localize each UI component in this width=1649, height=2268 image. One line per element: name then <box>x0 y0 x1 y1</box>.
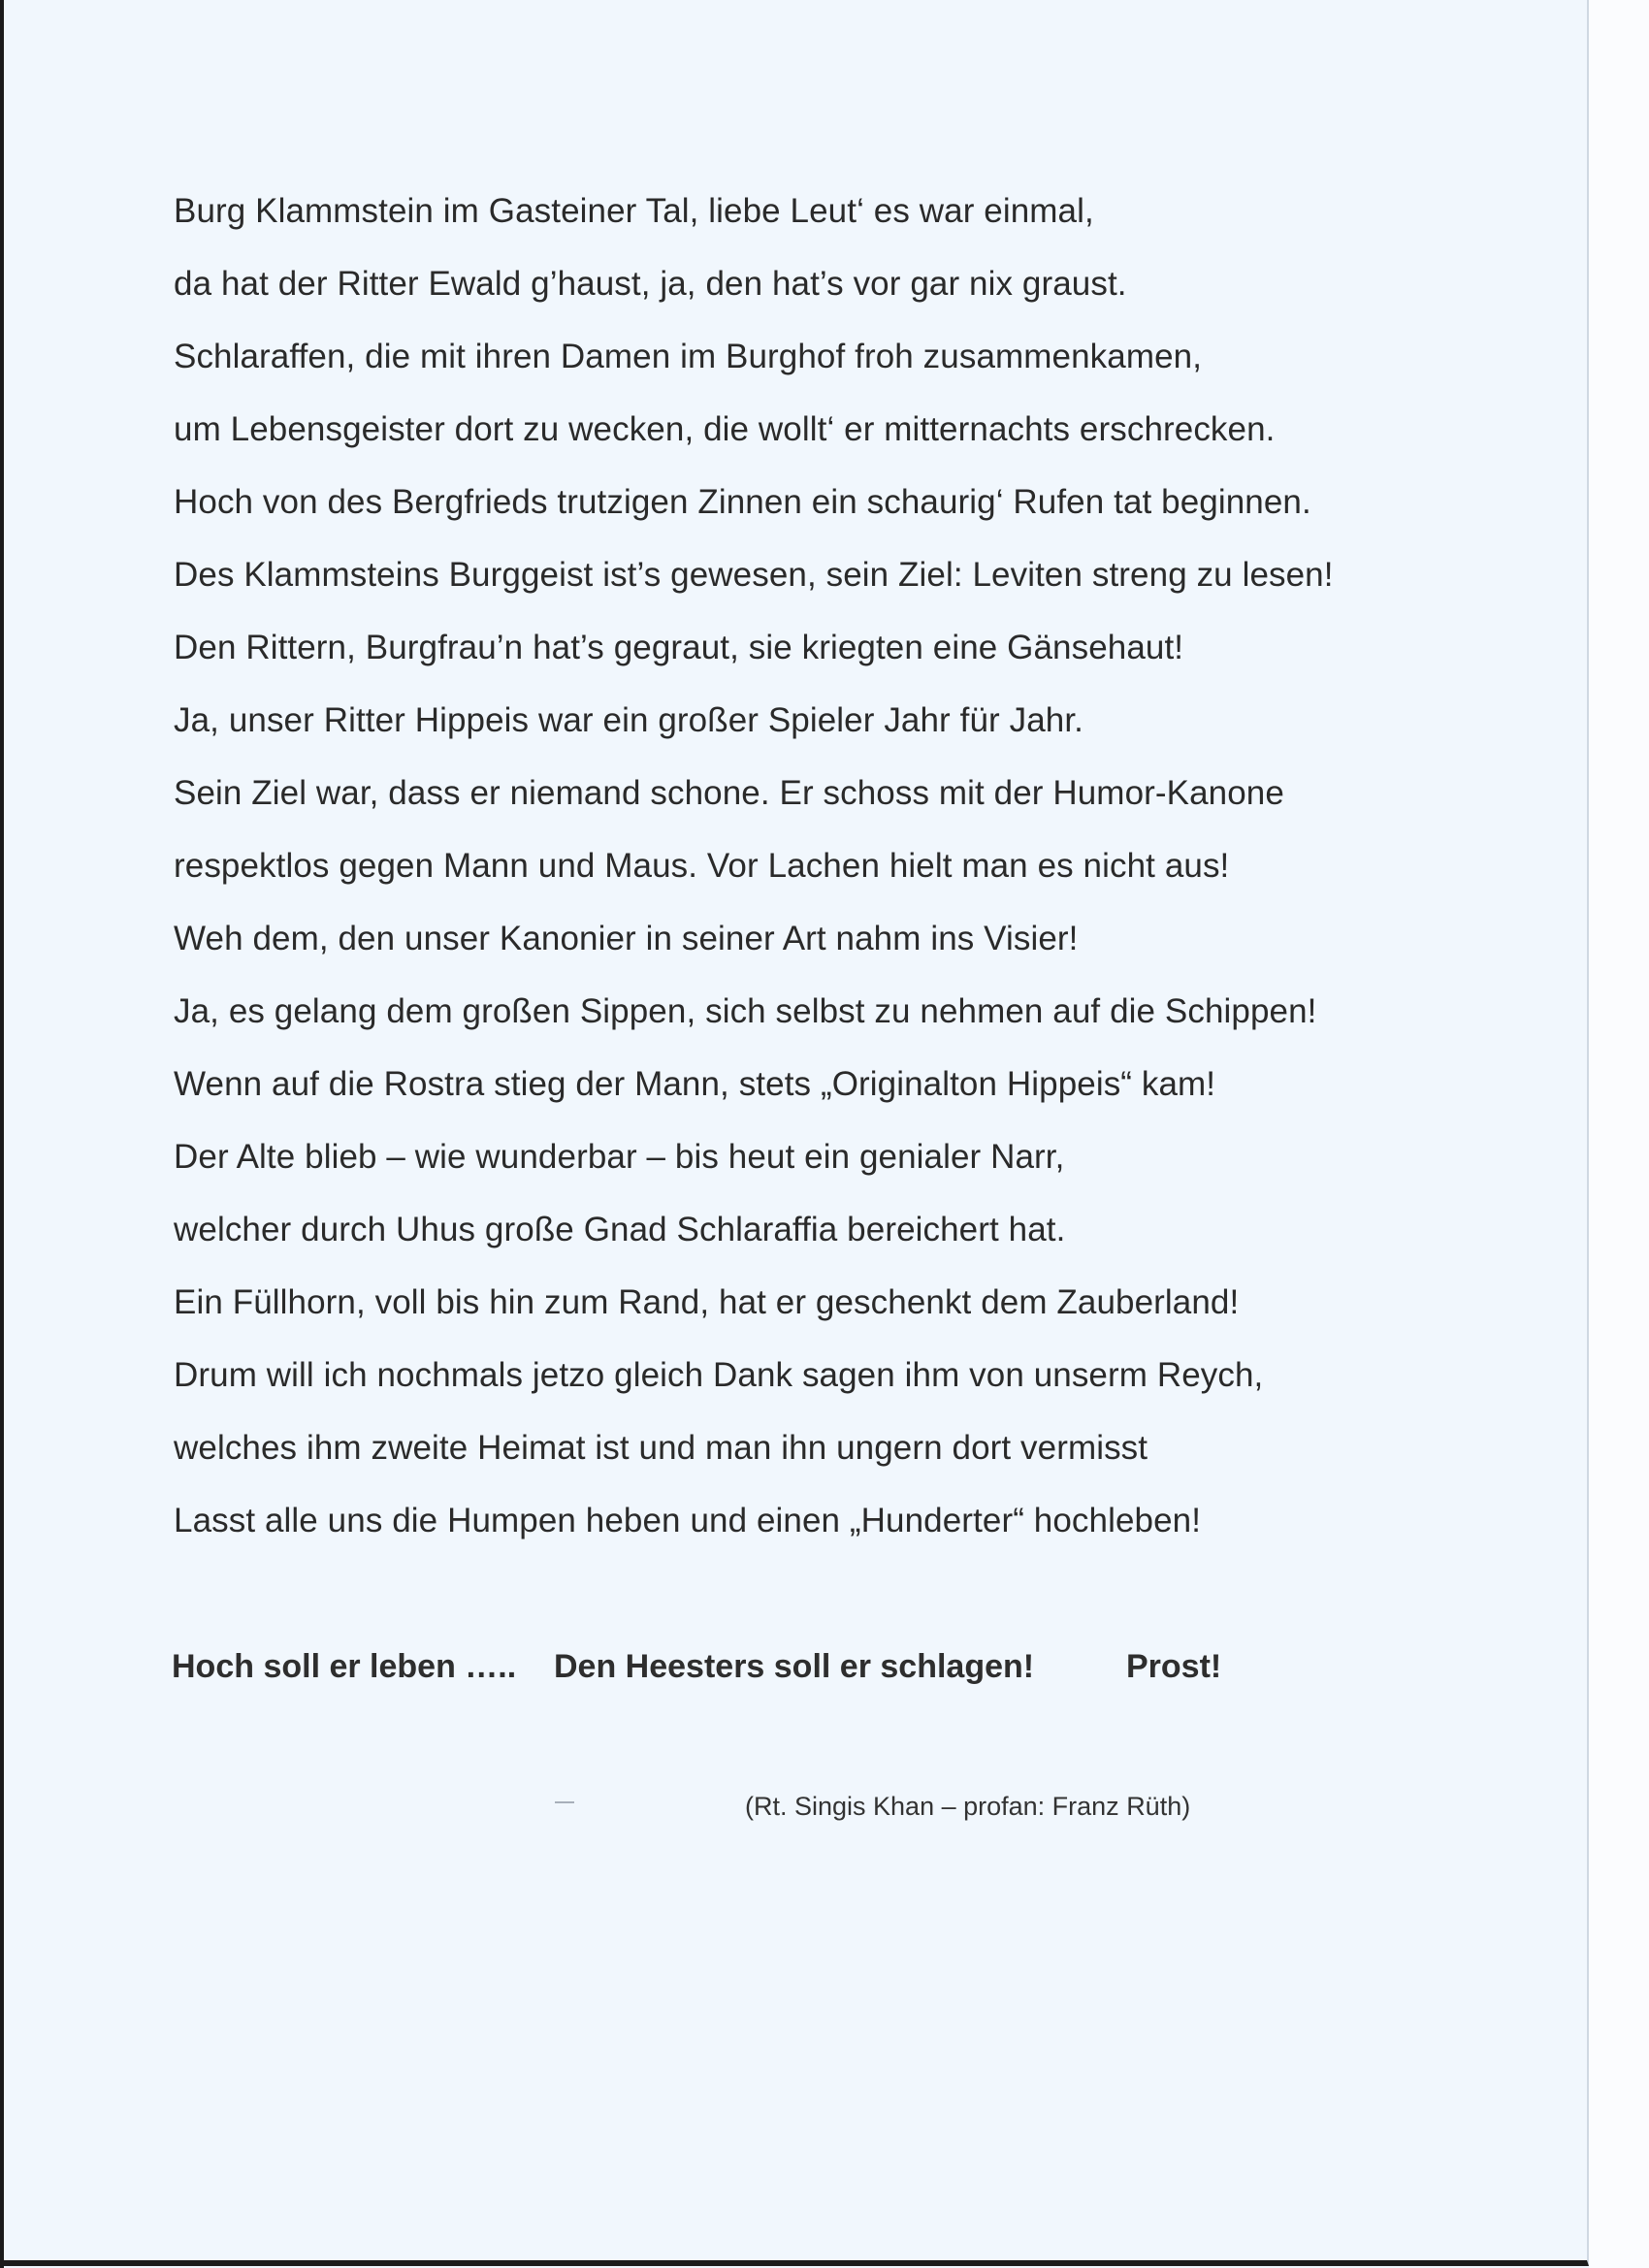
toast-row <box>0 1639 1587 1694</box>
poem-line: Ja, unser Ritter Hippeis war ein großer Spieler Jahr für Jahr. <box>174 701 1083 739</box>
poem-line: Ein Füllhorn, voll bis hin zum Rand, hat er geschenkt dem Zauberland! <box>174 1283 1240 1321</box>
poem-line: Schlaraffen, die mit ihren Damen im Burghof froh zusammenkamen, <box>174 338 1203 375</box>
toast-first: Hoch soll er leben ….. <box>172 1648 517 1685</box>
stray-mark <box>555 1801 574 1803</box>
poem-line: respektlos gegen Mann und Maus. Vor Lachen hielt man es nicht aus! <box>174 847 1230 885</box>
poem-line: Des Klammsteins Burggeist ist’s gewesen, sein Ziel: Leviten streng zu lesen! <box>174 556 1334 594</box>
poem-line: da hat der Ritter Ewald g’haust, ja, den hat’s vor gar nix graust. <box>174 265 1127 303</box>
toast-second: Den Heesters soll er schlagen! <box>554 1648 1035 1685</box>
poem-body <box>174 184 1435 1567</box>
poem-line: Lasst alle uns die Humpen heben und einen „Hunderter“ hochleben! <box>174 1502 1202 1539</box>
poem-line: Den Rittern, Burgfrau’n hat’s gegraut, sie kriegten eine Gänsehaut! <box>174 629 1184 666</box>
poem-line: Wenn auf die Rostra stieg der Mann, stets „Originalton Hippeis“ kam! <box>174 1065 1216 1103</box>
scan-margin <box>1589 0 1649 2268</box>
poem-line: Hoch von des Bergfrieds trutzigen Zinnen ein schaurig‘ Rufen tat beginnen. <box>174 483 1311 521</box>
author-signature: (Rt. Singis Khan – profan: Franz Rüth) <box>745 1792 1191 1821</box>
poem-line: Drum will ich nochmals jetzo gleich Dank sagen ihm von unserm Reych, <box>174 1356 1264 1394</box>
poem-line: Weh dem, den unser Kanonier in seiner Art nahm ins Visier! <box>174 920 1079 957</box>
poem-line: Burg Klammstein im Gasteiner Tal, liebe Leut‘ es war einmal, <box>174 192 1094 230</box>
scan-edge <box>0 0 4 2268</box>
poem-line: Ja, es gelang dem großen Sippen, sich selbst zu nehmen auf die Schippen! <box>174 992 1317 1030</box>
poem-line: welcher durch Uhus große Gnad Schlaraffia bereichert hat. <box>174 1211 1066 1248</box>
poem-line: welches ihm zweite Heimat ist und man ihn ungern dort vermisst <box>174 1429 1148 1467</box>
poem-line: Der Alte blieb – wie wunderbar – bis heut ein genialer Narr, <box>174 1138 1065 1176</box>
toast-third: Prost! <box>1126 1648 1222 1685</box>
poem-line: Sein Ziel war, dass er niemand schone. Er schoss mit der Humor-Kanone <box>174 774 1284 812</box>
poem-line: um Lebensgeister dort zu wecken, die wollt‘ er mitternachts erschrecken. <box>174 410 1276 448</box>
